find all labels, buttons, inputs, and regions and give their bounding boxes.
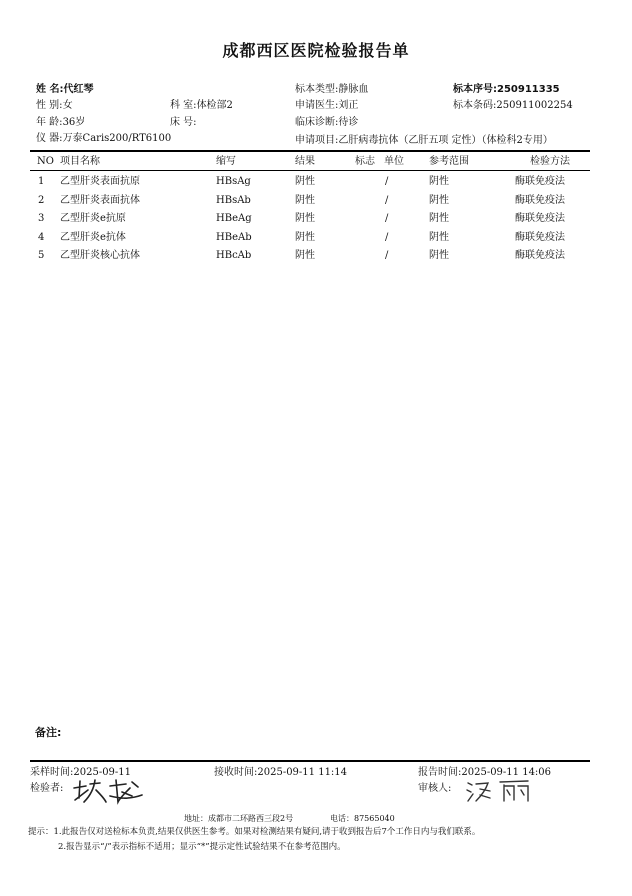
bed-label: 床 号: [170,117,197,128]
table-row [0,231,632,250]
row-result: 阴性 [295,250,315,261]
row-abbr: HBcAb [216,250,252,261]
serial-label: 标本序号: [453,84,497,95]
age-label: 年 龄: [36,117,63,128]
row-abbr: HBeAb [216,231,252,243]
row-unit: / [385,250,389,261]
gender-label: 性 别: [36,100,63,111]
doctor-value: 刘正 [338,100,359,111]
barcode-field [453,99,573,112]
col-header-no: NO [37,156,54,167]
row-method: 酶联免疫法 [515,194,565,206]
report-title: 成都西区医院检验报告单 [222,41,410,60]
dept-field [170,99,233,112]
barcode-value: 250911002254 [496,100,573,111]
tip-line-2: 2.报告显示“/”表示指标不适用；显示“*”提示定性试验结果不在参考范围内。 [58,842,346,852]
col-header-result: 结果 [295,156,315,167]
row-unit: / [385,194,389,206]
doctor-label: 申请医生: [295,100,339,111]
inspector-signature [70,778,148,806]
instrument-label: 仪 器: [36,133,63,144]
patient-age: 36岁 [62,117,86,128]
row-abbr: HBeAg [216,213,252,224]
row-name: 乙型肝炎表面抗原 [60,176,140,187]
request-field [295,134,553,147]
row-no: 4 [38,231,45,243]
col-header-name: 项目名称 [60,156,100,167]
table-row [0,249,632,268]
row-no: 5 [38,250,45,261]
col-header-range: 参考范围 [429,156,469,167]
gender-field [36,99,73,112]
result-table [0,175,632,268]
specimen-type-label: 标本类型: [295,84,339,95]
report-time: 报告时间:2025-09-11 14:06 [418,767,552,778]
serial-field [453,83,560,96]
row-abbr: HBsAg [216,176,251,187]
row-no: 1 [38,176,45,187]
row-range: 阴性 [429,231,449,243]
row-unit: / [385,176,389,187]
row-name: 乙型肝炎e抗体 [60,231,126,243]
row-range: 阴性 [429,176,449,187]
header-rule [30,150,590,152]
col-header-method: 检验方法 [530,156,570,167]
row-unit: / [385,231,389,243]
row-result: 阴性 [295,194,315,206]
receive-time: 接收时间:2025-09-11 11:14 [214,767,348,778]
diagnosis-label: 临床诊断: [295,117,339,128]
col-header-unit: 单位 [384,156,404,167]
serial-value: 250911335 [497,84,560,95]
col-header-flag: 标志 [355,156,375,167]
tip-line-1: 提示：1.此报告仅对送检标本负责,结果仅供医生参考。如果对检测结果有疑问,请于收到报告后7个工作日内与我们联系。 [28,827,481,837]
row-unit: / [385,213,389,224]
patient-name: 代红琴 [63,84,94,95]
patient-gender: 女 [62,100,73,111]
reviewer-signature [464,777,534,805]
col-header-abbr: 缩写 [216,156,236,167]
age-field [36,116,85,129]
specimen-type-value: 静脉血 [338,84,369,95]
footer-rule [30,760,590,762]
dept-label: 科 室: [170,100,197,111]
diagnosis-field [295,116,358,129]
inspector-label: 检验者: [30,783,64,794]
barcode-label: 标本条码: [453,100,497,111]
row-name: 乙型肝炎核心抗体 [60,250,140,261]
row-result: 阴性 [295,231,315,243]
name-label: 姓 名: [36,84,64,95]
row-abbr: HBsAb [216,194,251,206]
phone: 电话：87565040 [330,814,395,823]
name-field [36,83,93,96]
table-row [0,212,632,231]
row-no: 3 [38,213,45,224]
specimen-type-field [295,83,368,96]
doctor-field [295,99,358,112]
row-range: 阴性 [429,213,449,224]
row-result: 阴性 [295,176,315,187]
row-method: 酶联免疫法 [515,250,565,261]
address: 地址：成都市二环路西三段2号 [184,814,294,823]
request-label: 申请项目: [295,135,339,146]
row-method: 酶联免疫法 [515,176,565,187]
reviewer-label: 审核人: [418,783,452,794]
row-name: 乙型肝炎表面抗体 [60,194,140,206]
row-range: 阴性 [429,194,449,206]
notes-label: 备注: [35,726,62,739]
row-name: 乙型肝炎e抗原 [60,213,126,224]
row-result: 阴性 [295,213,315,224]
dept-value: 体检部2 [196,100,233,111]
diagnosis-value: 待诊 [338,117,359,128]
row-method: 酶联免疫法 [515,231,565,243]
instrument-value: 万泰Caris200/RT6100 [62,133,172,144]
sample-time: 采样时间:2025-09-11 [30,767,132,778]
request-value: 乙肝病毒抗体（乙肝五项 定性）（体检科2专用） [338,135,553,146]
bed-field [170,116,197,129]
table-row [0,175,632,194]
instrument-field [36,132,171,145]
table-row [0,194,632,213]
row-method: 酶联免疫法 [515,213,565,224]
table-header-rule [30,170,590,171]
row-no: 2 [38,194,45,206]
row-range: 阴性 [429,250,449,261]
